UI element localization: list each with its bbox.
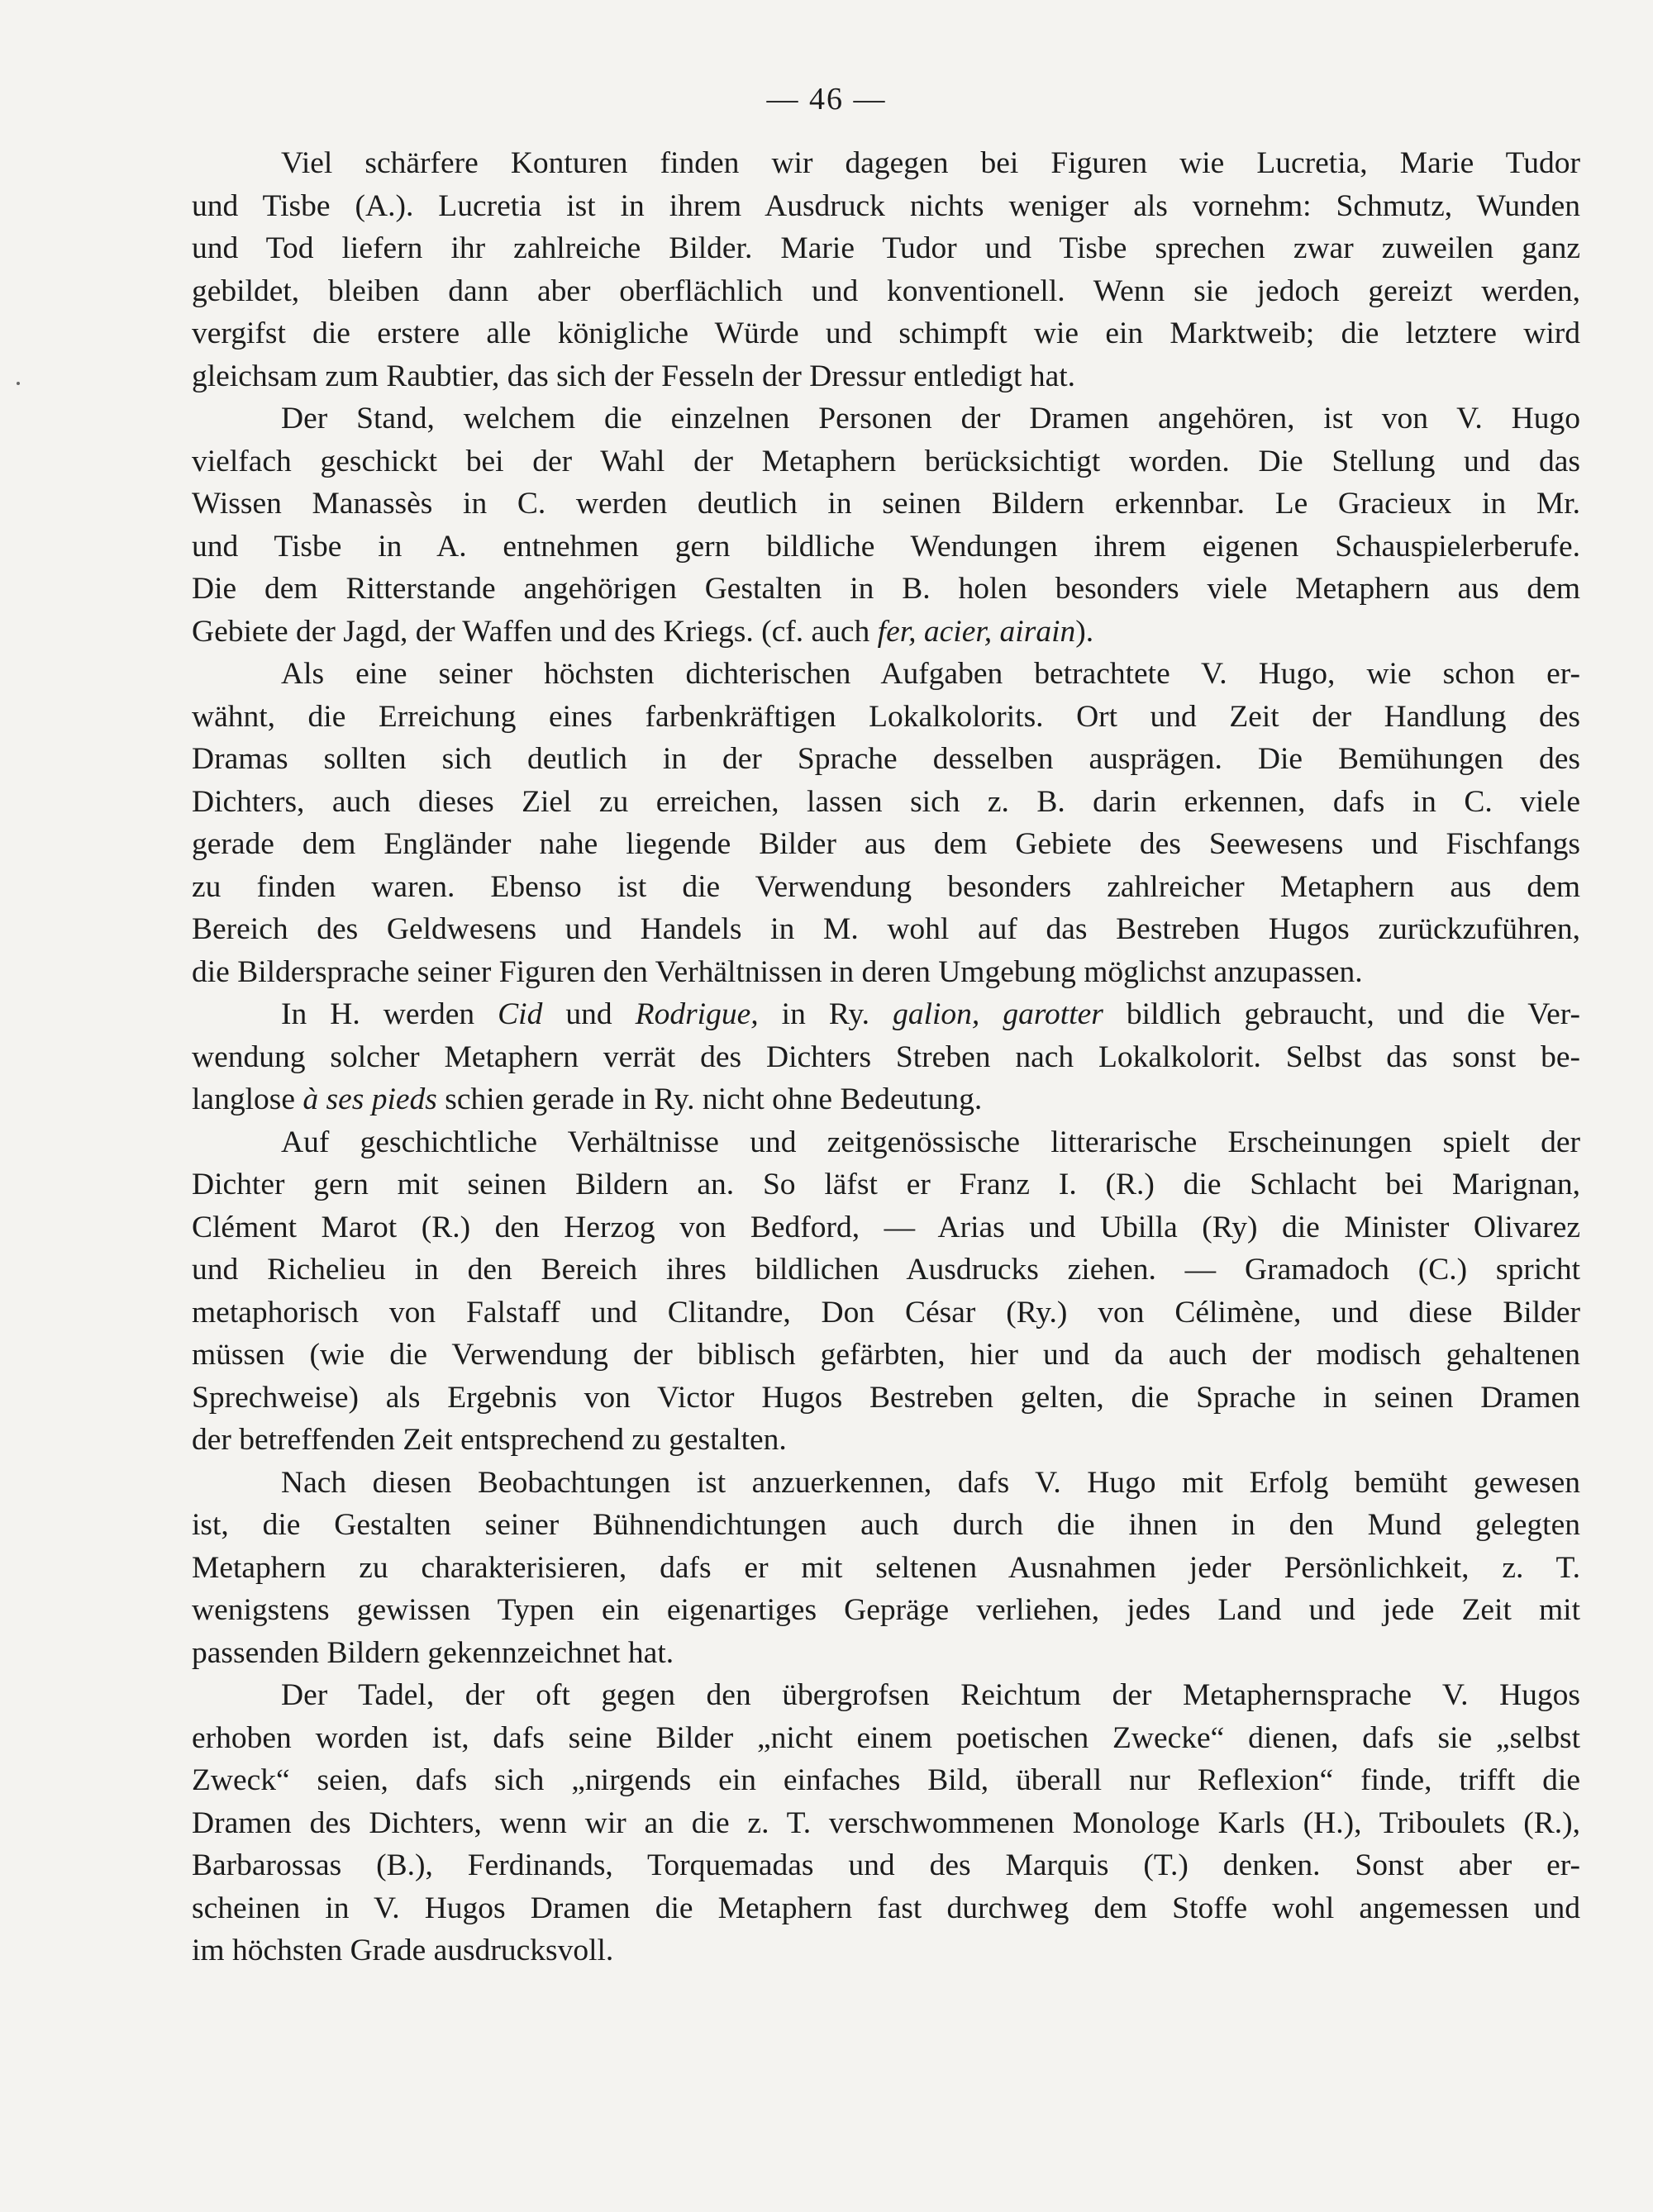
text-line: Der Stand, welchem die einzelnen Personen der Dramen angehören, ist von V. Hugo [281, 402, 1580, 435]
text-segment: bildlich gebraucht, und die Ver- [1103, 997, 1580, 1031]
text-line: wendung solcher Metaphern verrät des Dichters Streben nach Lokalkolorit. Selbst das sonst be- [192, 1039, 1580, 1074]
italic-segment: fer, acier, airain [877, 614, 1076, 649]
text-line: gebildet, bleiben dann aber oberflächlich und konventionell. Wenn sie jedoch gereizt werden, [192, 274, 1580, 308]
text-line: erhoben worden ist, dafs seine Bilder „nicht einem poetischen Zwecke“ dienen, dafs sie „selbst [192, 1720, 1580, 1755]
text-line: vergifst die erstere alle königliche Würde und schimpft wie ein Marktweib; die letztere wird [192, 316, 1580, 350]
page-number: — 46 — [766, 82, 887, 117]
margin-mark [17, 382, 20, 385]
text-line: wenigstens gewissen Typen ein eigenartiges Gepräge verliehen, jedes Land und jede Zeit mit [192, 1593, 1580, 1627]
paragraph-7 [192, 1674, 1580, 1972]
text-line: Dichters, auch dieses Ziel zu erreichen, lassen sich z. B. darin erkennen, dafs in C. viele [192, 784, 1580, 819]
text-line: die Bildersprache seiner Figuren den Verhältnissen in deren Umgebung möglichst anzupassen. [192, 954, 1363, 989]
paragraph-6 [192, 1462, 1580, 1675]
paragraph-2 [192, 397, 1580, 653]
text-line: Dichter gern mit seinen Bildern an. So läfst er Franz I. (R.) die Schlacht bei Marignan, [192, 1168, 1580, 1201]
text-line: Die dem Ritterstande angehörigen Gestalten in B. holen besonders viele Metaphern aus dem [192, 572, 1580, 606]
text-line: Als eine seiner höchsten dichterischen Aufgaben betrachtete V. Hugo, wie schon er- [281, 657, 1580, 691]
italic-segment: Cid [498, 997, 543, 1031]
text-line [192, 993, 1580, 1036]
body-text [192, 142, 1580, 1972]
text-line: und Tisbe in A. entnehmen gern bildliche Wendungen ihrem eigenen Schauspielerberufe. [192, 529, 1580, 564]
text-line: und Tod liefern ihr zahlreiche Bilder. Marie Tudor und Tisbe sprechen zwar zuweilen ganz [192, 231, 1580, 265]
text-line: Dramas sollten sich deutlich in der Sprache desselben ausprägen. Die Bemühungen des [192, 742, 1580, 776]
text-line: vielfach geschickt bei der Wahl der Metaphern berücksichtigt worden. Die Stellung und das [192, 444, 1580, 478]
text-line: ist, die Gestalten seiner Bühnendichtungen auch durch die ihnen in den Mund gelegten [192, 1508, 1580, 1542]
text-line: Viel schärfere Konturen finden wir dagegen bei Figuren wie Lucretia, Marie Tudor [281, 146, 1580, 180]
text-line: Metaphern zu charakterisieren, dafs er mit seltenen Ausnahmen jeder Persönlichkeit, z. T. [192, 1550, 1580, 1585]
text-line [192, 611, 1580, 654]
text-line: Clément Marot (R.) den Herzog von Bedford, — Arias und Ubilla (Ry) die Minister Olivarez [192, 1210, 1580, 1244]
paragraph-4 [192, 993, 1580, 1121]
text-line: Dramen des Dichters, wenn wir an die z. T. verschwommenen Monologe Karls (H.), Triboulets (R.), [192, 1805, 1580, 1840]
text-line: Nach diesen Beobachtungen ist anzuerkennen, dafs V. Hugo mit Erfolg bemüht gewesen [281, 1465, 1580, 1500]
text-line [192, 1078, 1580, 1121]
text-line: passenden Bildern gekennzeichnet hat. [192, 1635, 674, 1670]
text-segment: In H. werden [281, 997, 498, 1031]
text-line: gleichsam zum Raubtier, das sich der Fesseln der Dressur entledigt hat. [192, 359, 1076, 393]
italic-segment: Rodrigue, [635, 997, 759, 1031]
paragraph-1 [192, 142, 1580, 397]
text-segment: in Ry. [758, 997, 893, 1031]
text-segment: schien gerade in Ry. nicht ohne Bedeutung. [436, 1082, 983, 1116]
paragraph-5 [192, 1121, 1580, 1462]
paragraph-3 [192, 653, 1580, 993]
text-line: müssen (wie die Verwendung der biblisch gefärbten, hier und da auch der modisch gehaltenen [192, 1338, 1580, 1372]
text-line: Wissen Manassès in C. werden deutlich in seinen Bildern erkennbar. Le Gracieux in Mr. [192, 487, 1580, 521]
text-segment: und [542, 997, 636, 1031]
text-line: scheinen in V. Hugos Dramen die Metaphern fast durchweg dem Stoffe wohl angemessen und [192, 1891, 1580, 1925]
text-line: metaphorisch von Falstaff und Clitandre, Don César (Ry.) von Célimène, und diese Bilder [192, 1295, 1580, 1330]
text-line: Bereich des Geldwesens und Handels in M. wohl auf das Bestreben Hugos zurückzuführen, [192, 912, 1580, 946]
italic-segment: galion, garotter [893, 997, 1103, 1031]
text-line: und Tisbe (A.). Lucretia ist in ihrem Ausdruck nichts weniger als vornehm: Schmutz, Wunden [192, 188, 1580, 223]
text-line: und Richelieu in den Bereich ihres bildlichen Ausdrucks ziehen. — Gramadoch (C.) spricht [192, 1253, 1580, 1287]
text-line: Zweck“ seien, dafs sich „nirgends ein einfaches Bild, überall nur Reflexion“ finde, trifft die [192, 1763, 1580, 1797]
text-line: im höchsten Grade ausdrucksvoll. [192, 1934, 614, 1967]
text-line: gerade dem Engländer nahe liegende Bilder aus dem Gebiete des Seewesens und Fischfangs [192, 827, 1580, 861]
text-segment: Gebiete der Jagd, der Waffen und des Kriegs. (cf. auch [192, 614, 878, 649]
text-line: Auf geschichtliche Verhältnisse und zeitgenössische litterarische Erscheinungen spielt der [281, 1125, 1580, 1159]
text-line: der betreffenden Zeit entsprechend zu gestalten. [192, 1423, 787, 1457]
text-line: wähnt, die Erreichung eines farbenkräftigen Lokalkolorits. Ort und Zeit der Handlung des [192, 699, 1580, 734]
text-line: zu finden waren. Ebenso ist die Verwendung besonders zahlreicher Metaphern aus dem [192, 869, 1580, 904]
text-line: Der Tadel, der oft gegen den übergrofsen Reichtum der Metaphernsprache V. Hugos [281, 1678, 1580, 1712]
text-segment: langlose [192, 1082, 303, 1116]
text-line: Sprechweise) als Ergebnis von Victor Hugos Bestreben gelten, die Sprache in seinen Dramen [192, 1380, 1580, 1415]
text-line: Barbarossas (B.), Ferdinands, Torquemadas und des Marquis (T.) denken. Sonst aber er- [192, 1848, 1580, 1882]
italic-segment: à ses pieds [302, 1082, 437, 1116]
text-segment: ). [1075, 614, 1094, 649]
